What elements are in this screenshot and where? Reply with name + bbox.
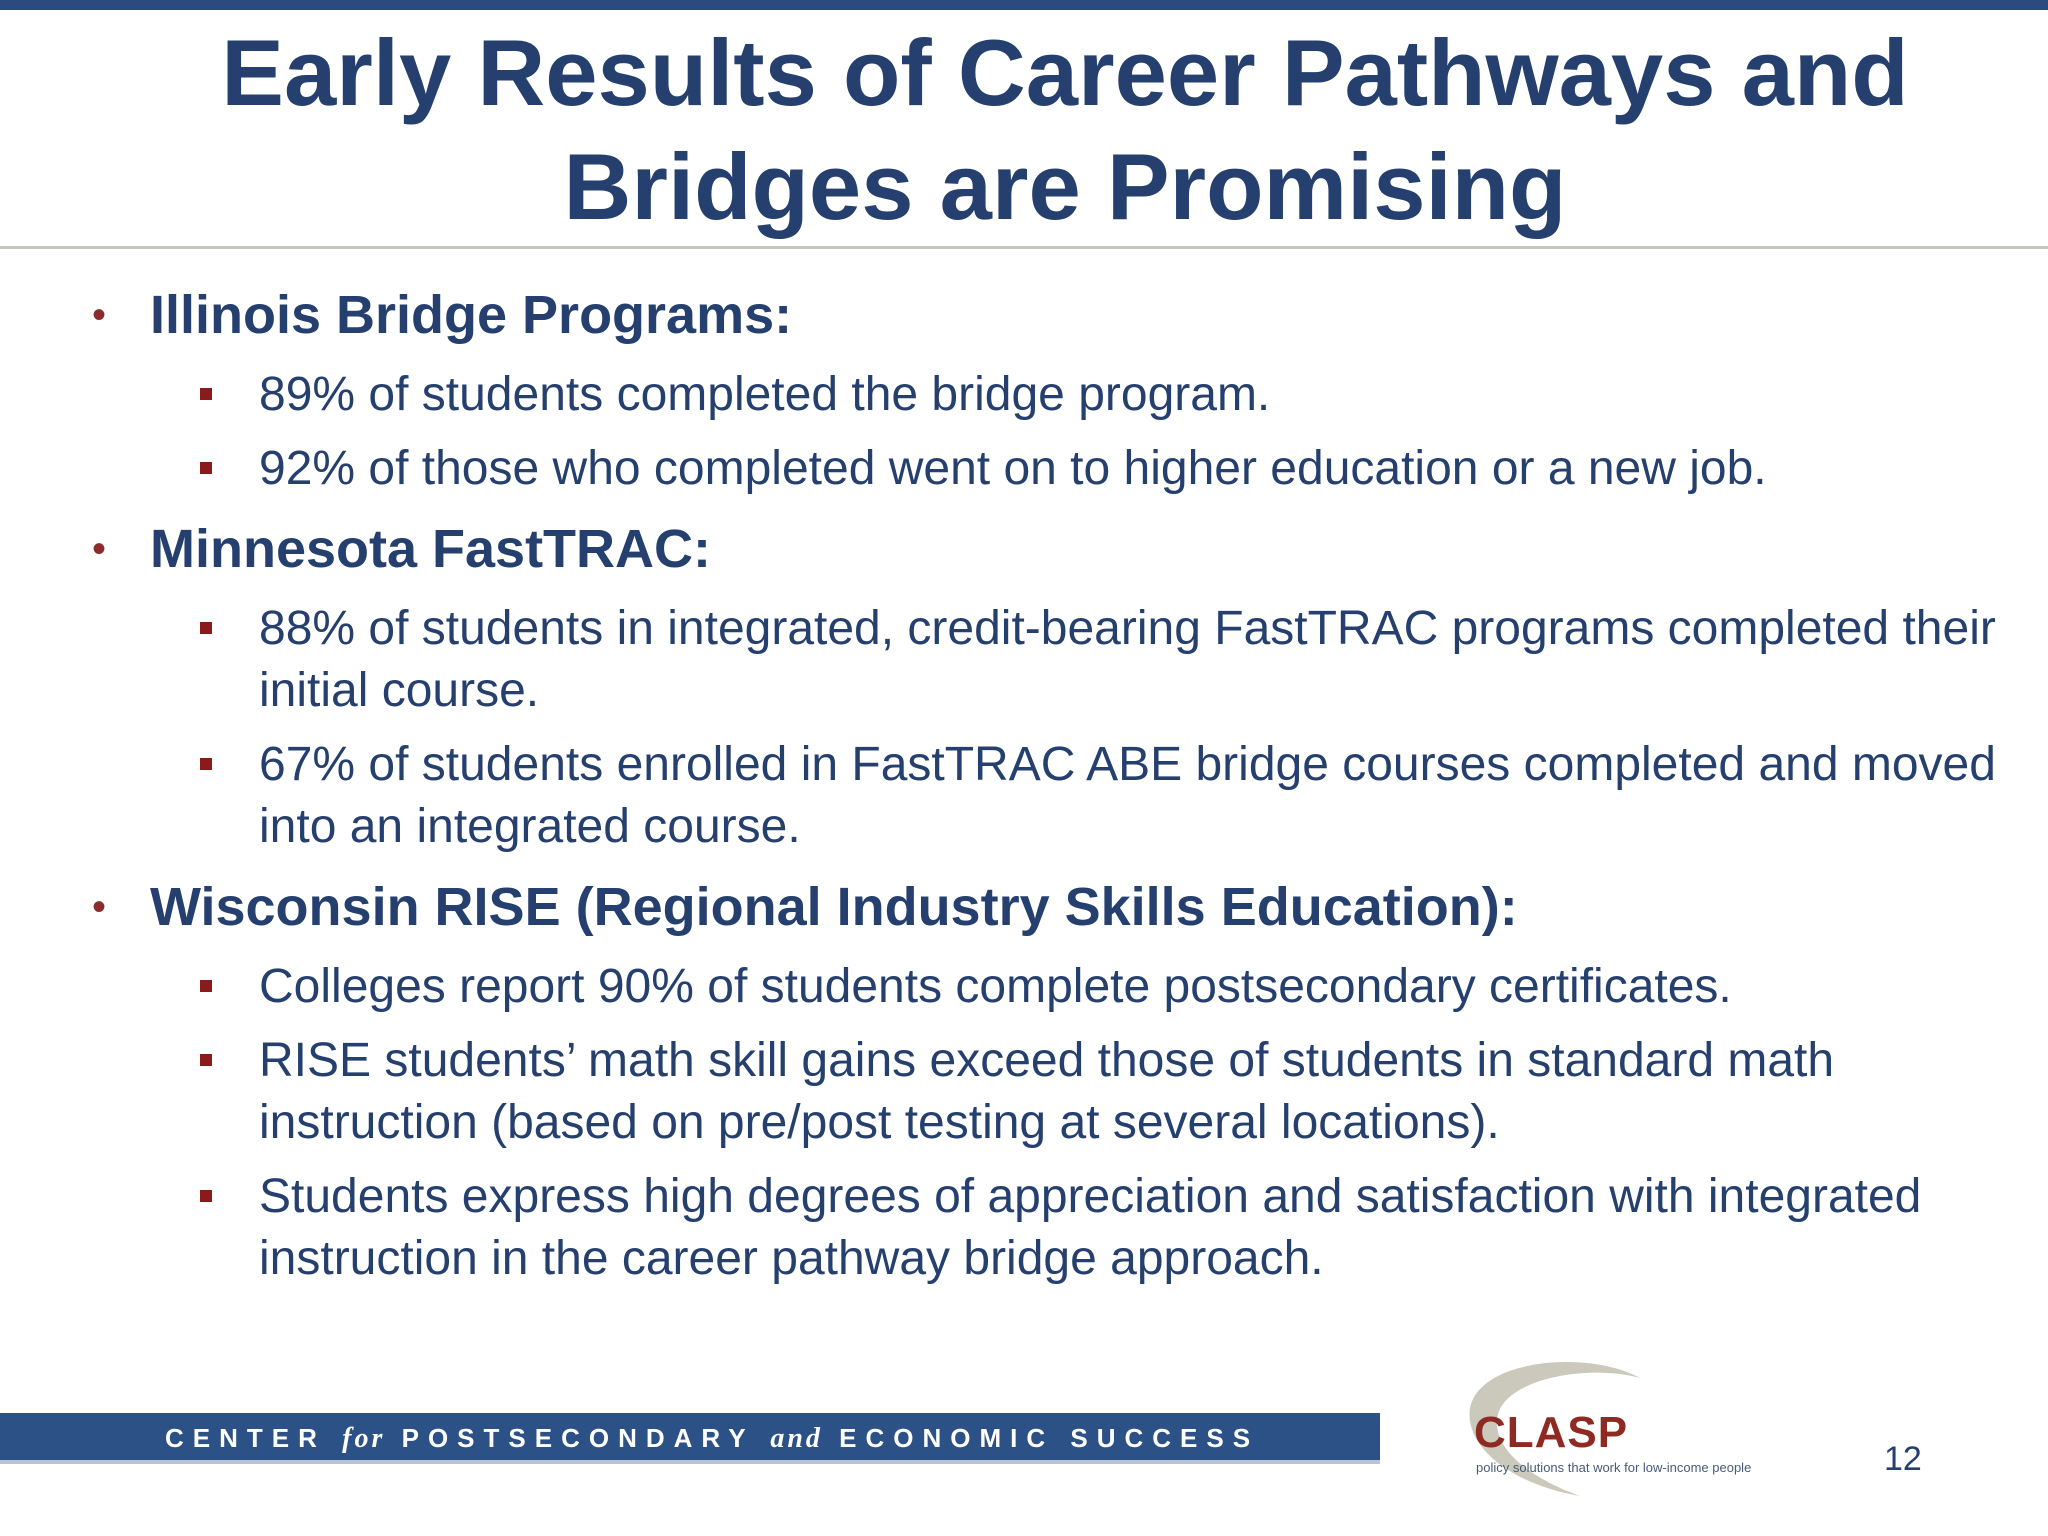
list-item xyxy=(0,598,2048,722)
section-heading-text: Minnesota FastTRAC: xyxy=(150,519,712,579)
square-bullet-icon xyxy=(200,462,212,474)
section-heading-illinois xyxy=(0,278,2048,352)
list-item-text: 67% of students enrolled in FastTRAC ABE bridge courses completed and moved into an integrated course. xyxy=(259,738,1996,853)
section-heading-text: Illinois Bridge Programs: xyxy=(150,285,793,345)
footer-text: for xyxy=(342,1423,386,1454)
section-heading-minnesota xyxy=(0,512,2048,586)
bullet-content xyxy=(0,266,2048,1290)
footer-text: and xyxy=(770,1423,823,1454)
clasp-logo xyxy=(1440,1356,1800,1506)
list-item-text: 88% of students in integrated, credit-bearing FastTRAC programs completed their initial course. xyxy=(259,602,1996,717)
title-divider xyxy=(0,246,2048,249)
list-item xyxy=(0,956,2048,1018)
square-bullet-icon xyxy=(200,622,212,634)
list-item-text: 92% of those who completed went on to higher education or a new job. xyxy=(259,442,1767,495)
footer-text: CENTER xyxy=(165,1423,326,1453)
page-number: 12 xyxy=(1884,1440,1922,1478)
section-heading-wisconsin xyxy=(0,870,2048,944)
square-bullet-icon xyxy=(200,980,212,992)
bullet-dot-icon: • xyxy=(92,527,107,571)
list-item xyxy=(0,438,2048,500)
title-line-2: Bridges are Promising xyxy=(563,134,1567,239)
list-item xyxy=(0,1030,2048,1154)
bullet-dot-icon: • xyxy=(92,293,107,337)
list-item-text: RISE students’ math skill gains exceed those of students in standard math instruction (based on pre/post testing at several locations). xyxy=(259,1034,1835,1149)
square-bullet-icon xyxy=(200,388,212,400)
list-item xyxy=(0,734,2048,858)
list-item xyxy=(0,1166,2048,1290)
list-item xyxy=(0,364,2048,426)
bullet-dot-icon: • xyxy=(92,885,107,929)
logo-wordmark: CLASP xyxy=(1474,1408,1629,1457)
slide-title xyxy=(60,16,2048,244)
square-bullet-icon xyxy=(200,1190,212,1202)
footer-banner xyxy=(0,1413,1380,1464)
section-heading-text: Wisconsin RISE (Regional Industry Skills Education): xyxy=(150,877,1518,937)
list-item-text: Colleges report 90% of students complete postsecondary certificates. xyxy=(259,960,1732,1013)
square-bullet-icon xyxy=(200,1054,212,1066)
list-item-text: Students express high degrees of appreciation and satisfaction with integrated instruction in the career pathway bridge approach. xyxy=(259,1170,1922,1285)
list-item-text: 89% of students completed the bridge program. xyxy=(259,368,1271,421)
footer-text: POSTSECONDARY xyxy=(401,1423,755,1453)
footer-text: ECONOMIC SUCCESS xyxy=(839,1423,1260,1453)
square-bullet-icon xyxy=(200,758,212,770)
top-rule xyxy=(0,0,2048,10)
title-line-1: Early Results of Career Pathways and xyxy=(221,20,1909,125)
logo-tagline: policy solutions that work for low-income people xyxy=(1476,1460,1752,1475)
